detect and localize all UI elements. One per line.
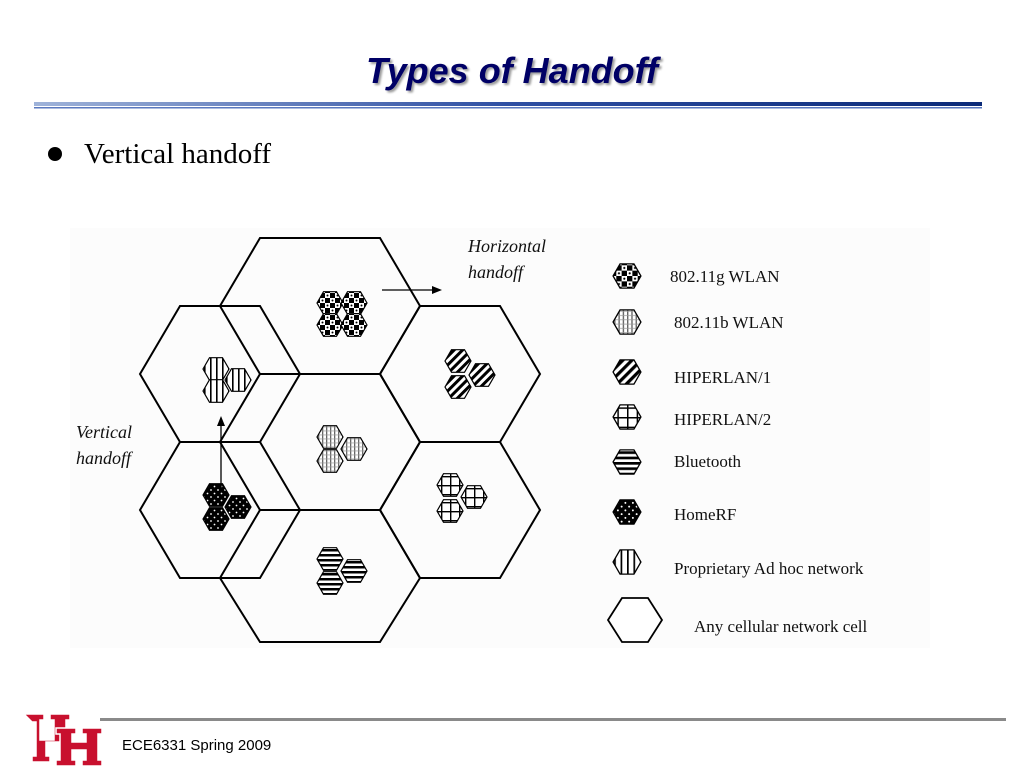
footer-divider xyxy=(100,718,1006,721)
legend-item-80211b xyxy=(613,310,783,334)
legend xyxy=(608,264,868,642)
legend-label: 802.11g WLAN xyxy=(670,267,780,286)
legend-label: HomeRF xyxy=(674,505,737,524)
slide-title: Types of Handoff xyxy=(365,50,658,91)
legend-label: Proprietary Ad hoc network xyxy=(674,559,864,578)
cluster-hiperlan1 xyxy=(445,350,495,399)
cluster-80211g xyxy=(317,292,367,337)
legend-item-80211g xyxy=(613,264,779,288)
cluster-hiperlan2 xyxy=(437,474,487,523)
footer-course: ECE6331 Spring 2009 xyxy=(122,737,272,754)
handoff-diagram xyxy=(70,228,930,648)
vertical-handoff-arrow xyxy=(217,416,225,490)
plain-hexagon-icon xyxy=(608,598,662,642)
hex-cell-upper-right xyxy=(380,306,540,442)
horizontal-handoff-label-line1: Horizontal xyxy=(468,236,547,256)
bullet-text: Vertical handoff xyxy=(84,137,272,170)
horizontal-handoff-label-line2: handoff xyxy=(468,262,524,282)
university-logo xyxy=(22,712,104,768)
legend-item-proprietary xyxy=(613,550,864,578)
vertical-handoff-label-line2: handoff xyxy=(76,448,132,468)
bullet-item xyxy=(48,136,271,172)
cluster-bluetooth xyxy=(317,548,367,595)
legend-label: HIPERLAN/2 xyxy=(674,410,772,429)
legend-label: 802.11b WLAN xyxy=(674,313,784,332)
bullet-dot xyxy=(48,147,62,161)
legend-label: Any cellular network cell xyxy=(694,617,868,636)
legend-item-hiperlan2 xyxy=(613,405,771,429)
legend-item-cellular xyxy=(608,598,868,642)
legend-label: Bluetooth xyxy=(674,452,742,471)
cluster-proprietary xyxy=(203,358,251,403)
handoff-diagram-svg xyxy=(70,228,930,648)
cluster-80211b xyxy=(317,426,367,473)
legend-item-hiperlan1 xyxy=(613,360,771,387)
legend-item-homerf xyxy=(613,500,736,524)
cluster-homerf xyxy=(203,484,251,531)
vertical-handoff-label-line1: Vertical xyxy=(76,422,132,442)
legend-label: HIPERLAN/1 xyxy=(674,368,772,387)
title-underline xyxy=(34,100,982,110)
hex-cell-bottom xyxy=(220,510,420,642)
legend-item-bluetooth xyxy=(613,450,741,474)
